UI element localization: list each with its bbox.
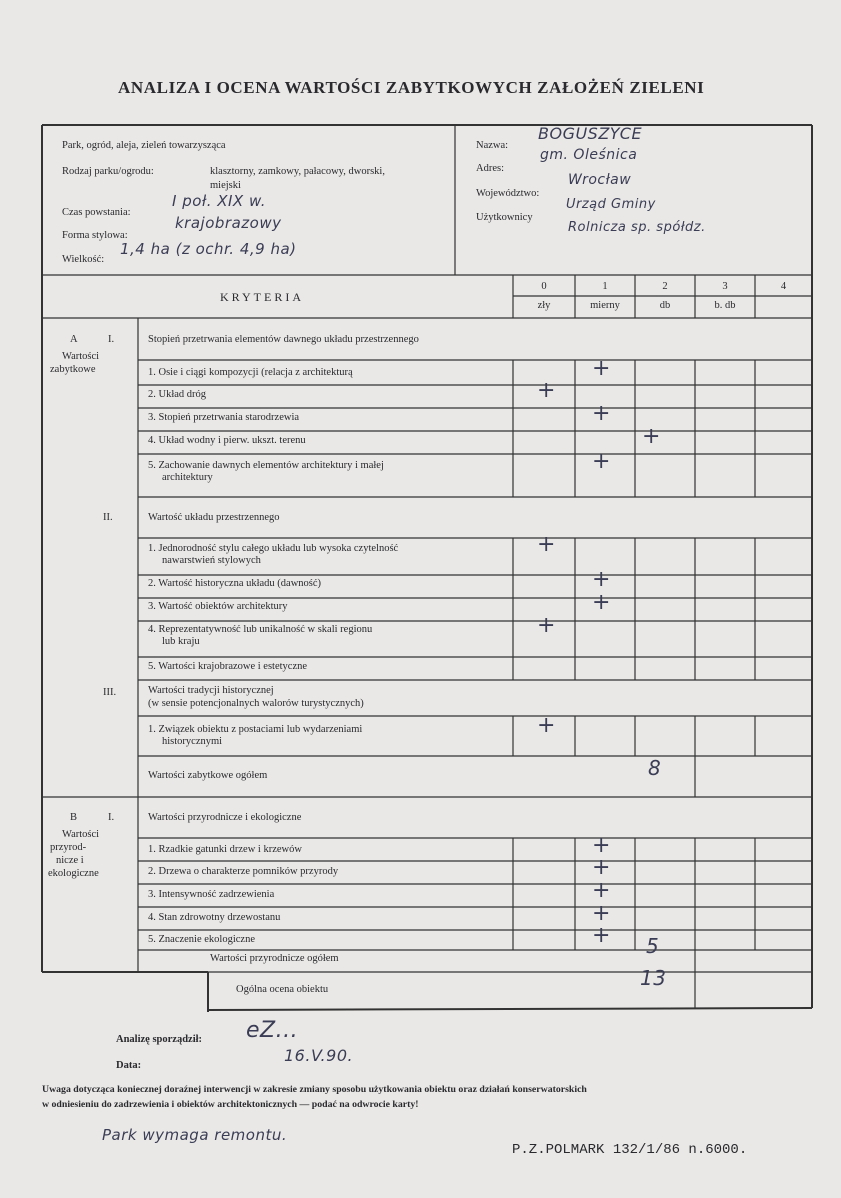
criterion-row-6: 2. Wartość historyczna układu (dawność) (148, 578, 322, 589)
criterion-row-2: 3. Stopień przetrwania starodrzewia (148, 412, 300, 423)
criterion-row-4: 5. Zachowanie dawnych elementów architektury i małej (148, 460, 384, 471)
section-b-roman: I. (108, 812, 115, 823)
forma-label: Forma stylowa: (62, 230, 128, 241)
uzytkownicy-label: Użytkownicy (476, 212, 533, 223)
criterion-row-9: 5. Wartości krajobrazowe i estetyczne (148, 661, 308, 672)
uzytkownicy-value-2: Rolnicza sp. spółdz. (568, 220, 706, 235)
criterion-row-7: 3. Wartość obiektów architektury (148, 601, 288, 612)
adres-label: Adres: (476, 163, 504, 174)
rating-mark-3: + (642, 424, 661, 449)
score-header-4: 4 (780, 281, 787, 292)
print-code: P.Z.POLMARK 132/1/86 n.6000. (512, 1142, 748, 1158)
criterion-row-15: 5. Znaczenie ekologiczne (148, 934, 255, 945)
criterion-row-0: 1. Osie i ciągi kompozycji (relacja z architekturą (148, 367, 353, 378)
section-b-label-2: przyrod- (50, 842, 87, 853)
overall-label: Ogólna ocena obiektu (236, 984, 329, 995)
grade-header-0: zły (537, 300, 551, 311)
rating-mark-13: + (592, 878, 611, 903)
handwritten-note: Park wymaga remontu. (102, 1126, 288, 1144)
criterion-row-1: 2. Układ dróg (148, 389, 207, 400)
criterion-row-12: 2. Drzewa o charakterze pomników przyrody (148, 866, 339, 877)
group-b1: Wartości przyrodnicze i ekologiczne (148, 812, 302, 823)
criterion-row-10: 1. Związek obiektu z postaciami lub wydarzeniami (148, 724, 363, 735)
section-a-letter: A (70, 334, 78, 345)
grade-header-1: mierny (590, 300, 620, 311)
rating-mark-11: + (592, 833, 611, 858)
wielkosc-value: 1,4 ha (z ochr. 4,9 ha) (120, 240, 297, 258)
section-b-label-3: nicze i (56, 855, 84, 866)
analize-signature: eZ... (246, 1018, 299, 1043)
section-a-roman: I. (108, 334, 115, 345)
rating-mark-0: + (592, 356, 611, 381)
nazwa-label: Nazwa: (476, 140, 509, 151)
rating-mark-8: + (537, 613, 556, 638)
object-type-line: Park, ogród, aleja, zieleń towarzysząca (62, 140, 226, 151)
rating-mark-7: + (592, 590, 611, 615)
rating-mark-15: + (592, 923, 611, 948)
czas-value: I poł. XIX w. (172, 192, 267, 210)
rating-mark-12: + (592, 855, 611, 880)
rodzaj-options-2: miejski (210, 180, 241, 191)
b-total-label: Wartości przyrodnicze ogółem (210, 953, 339, 964)
score-header-3: 3 (722, 281, 728, 292)
adres-value: gm. Oleśnica (540, 147, 638, 163)
note-line-1: Uwaga dotycząca koniecznej doraźnej interwencji w zakresie zmiany sposobu użytkowania obiektu oraz działań konserwatorskich (42, 1084, 587, 1095)
criterion-row-11: 1. Rzadkie gatunki drzew i krzewów (148, 844, 302, 855)
group-a2: Wartość układu przestrzennego (148, 512, 280, 523)
group-a3: Wartości tradycji historycznej (148, 685, 274, 696)
group-a2-roman: II. (103, 512, 113, 523)
form-title: ANALIZA I OCENA WARTOŚCI ZABYTKOWYCH ZAŁOŻEŃ ZIELENI (118, 78, 705, 97)
rating-mark-2: + (592, 401, 611, 426)
section-b-letter: B (70, 812, 78, 823)
group-a3-line-2: (w sensie potencjonalnych walorów turystycznych) (148, 698, 364, 709)
rating-mark-5: + (537, 532, 556, 557)
criterion-row-8: 4. Reprezentatywność lub unikalność w skali regionu (148, 624, 373, 635)
uzytkownicy-value: Urząd Gminy (566, 197, 656, 212)
rating-mark-4: + (592, 449, 611, 474)
grade-header-3: b. db (714, 300, 736, 311)
group-a3-roman: III. (103, 687, 117, 698)
section-b-label: Wartości (62, 829, 100, 840)
criterion-row-cont-5: nawarstwień stylowych (162, 555, 261, 566)
wojewodztwo-label: Województwo: (476, 188, 540, 199)
wojewodztwo-value: Wrocław (568, 172, 632, 188)
czas-label: Czas powstania: (62, 207, 131, 218)
criterion-row-3: 4. Układ wodny i pierw. ukszt. terenu (148, 435, 306, 446)
rodzaj-options: klasztorny, zamkowy, pałacowy, dworski, (210, 166, 385, 177)
a-total-value: 8 (648, 756, 662, 780)
b-total-value: 5 (646, 934, 660, 958)
rodzaj-label: Rodzaj parku/ogrodu: (62, 166, 154, 177)
rating-mark-1: + (537, 378, 556, 403)
rating-mark-14: + (592, 901, 611, 926)
criterion-row-cont-4: architektury (162, 472, 213, 483)
section-b-label-4: ekologiczne (48, 868, 99, 879)
analize-label: Analizę sporządził: (116, 1034, 203, 1045)
score-header-2: 2 (662, 281, 668, 292)
rating-mark-10: + (537, 713, 556, 738)
criterion-row-cont-8: lub kraju (162, 636, 200, 647)
data-label: Data: (116, 1060, 142, 1071)
criteria-heading: KRYTERIA (220, 290, 304, 304)
forma-value: krajobrazowy (175, 214, 282, 232)
rating-mark-6: + (592, 567, 611, 592)
overall-value: 13 (640, 966, 667, 990)
criterion-row-13: 3. Intensywność zadrzewienia (148, 889, 275, 900)
score-header-1: 1 (602, 281, 608, 292)
criterion-row-5: 1. Jednorodność stylu całego układu lub wysoka czytelność (148, 543, 399, 554)
group-a1: Stopień przetrwania elementów dawnego układu przestrzennego (148, 334, 419, 345)
a-total-label: Wartości zabytkowe ogółem (148, 770, 268, 781)
data-value: 16.V.90. (284, 1046, 354, 1065)
wielkosc-label: Wielkość: (62, 254, 105, 265)
grade-header-2: db (659, 300, 671, 311)
note-line-2: w odniesieniu do zadrzewienia i obiektów architektonicznych — podać na odwrocie karty! (42, 1099, 419, 1110)
criterion-row-cont-10: historycznymi (162, 736, 223, 747)
criterion-row-14: 4. Stan zdrowotny drzewostanu (148, 912, 281, 923)
nazwa-value: BOGUSZYCE (538, 124, 643, 143)
score-header-0: 0 (541, 281, 547, 292)
section-a-label: Wartości (62, 351, 100, 362)
section-a-label-2: zabytkowe (50, 364, 96, 375)
